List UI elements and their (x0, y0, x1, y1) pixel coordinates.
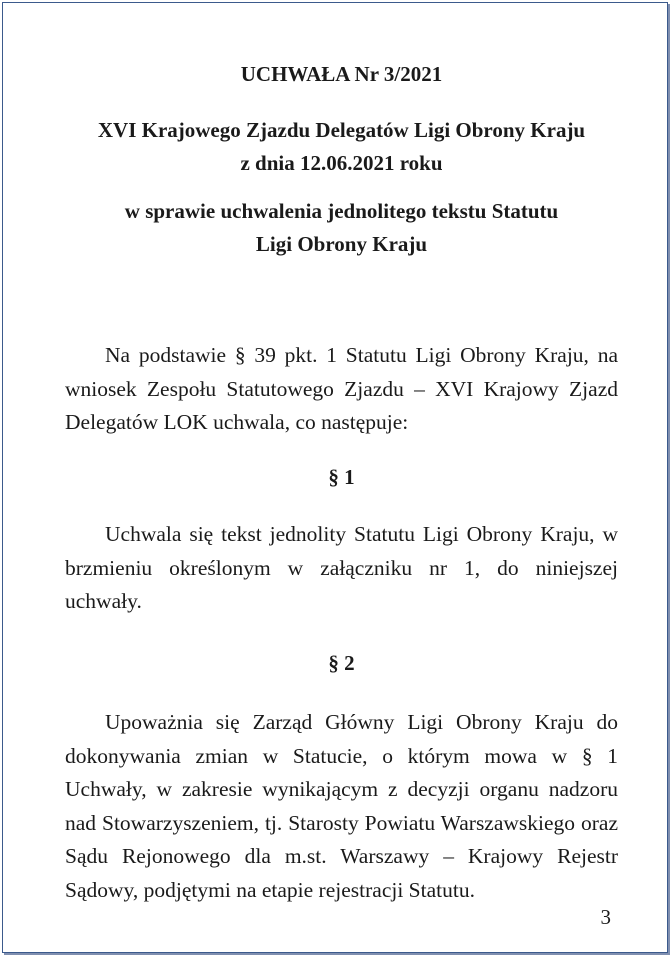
intro-paragraph: Na podstawie § 39 pkt. 1 Statutu Ligi Obrony Kraju, na wniosek Zespołu Statutowego Zjazdu – XVI Krajowy Zjazd Delegatów LOK uchwala, co następuje: (65, 343, 618, 434)
resolution-subject (65, 195, 618, 261)
issuer-line: XVI Krajowego Zjazdu Delegatów Ligi Obrony Kraju (97, 118, 586, 142)
subject-line: w sprawie uchwalenia jednolitego tekstu Statutu (124, 199, 559, 223)
resolution-title: UCHWAŁA Nr 3/2021 (240, 62, 443, 86)
page-number: 3 (600, 905, 611, 929)
section-heading: § 2 (328, 651, 355, 675)
section-heading: § 1 (328, 465, 355, 489)
section-paragraph: Upoważnia się Zarząd Główny Ligi Obrony Kraju do dokonywania zmian w Statucie, o którym mowa w § 1 Uchwały, w zakresie wynikającym z decyzji organu nadzoru nad Stowarzyszeniem, tj. Starosty Powiatu Warszawskiego oraz Sądu Rejonowego dla m.st. Warszawy – Krajowy Rejestr Sądowy, podjętymi na etapie rejestracji Statutu. (65, 710, 618, 902)
resolution-issuer (65, 114, 618, 180)
subject-line: Ligi Obrony Kraju (255, 232, 428, 256)
date-line: z dnia 12.06.2021 roku (240, 151, 443, 175)
section-paragraph: Uchwala się tekst jednolity Statutu Ligi Obrony Kraju, w brzmieniu określonym w załączniku nr 1, do niniejszej uchwały. (65, 522, 618, 613)
page-frame (2, 2, 668, 953)
